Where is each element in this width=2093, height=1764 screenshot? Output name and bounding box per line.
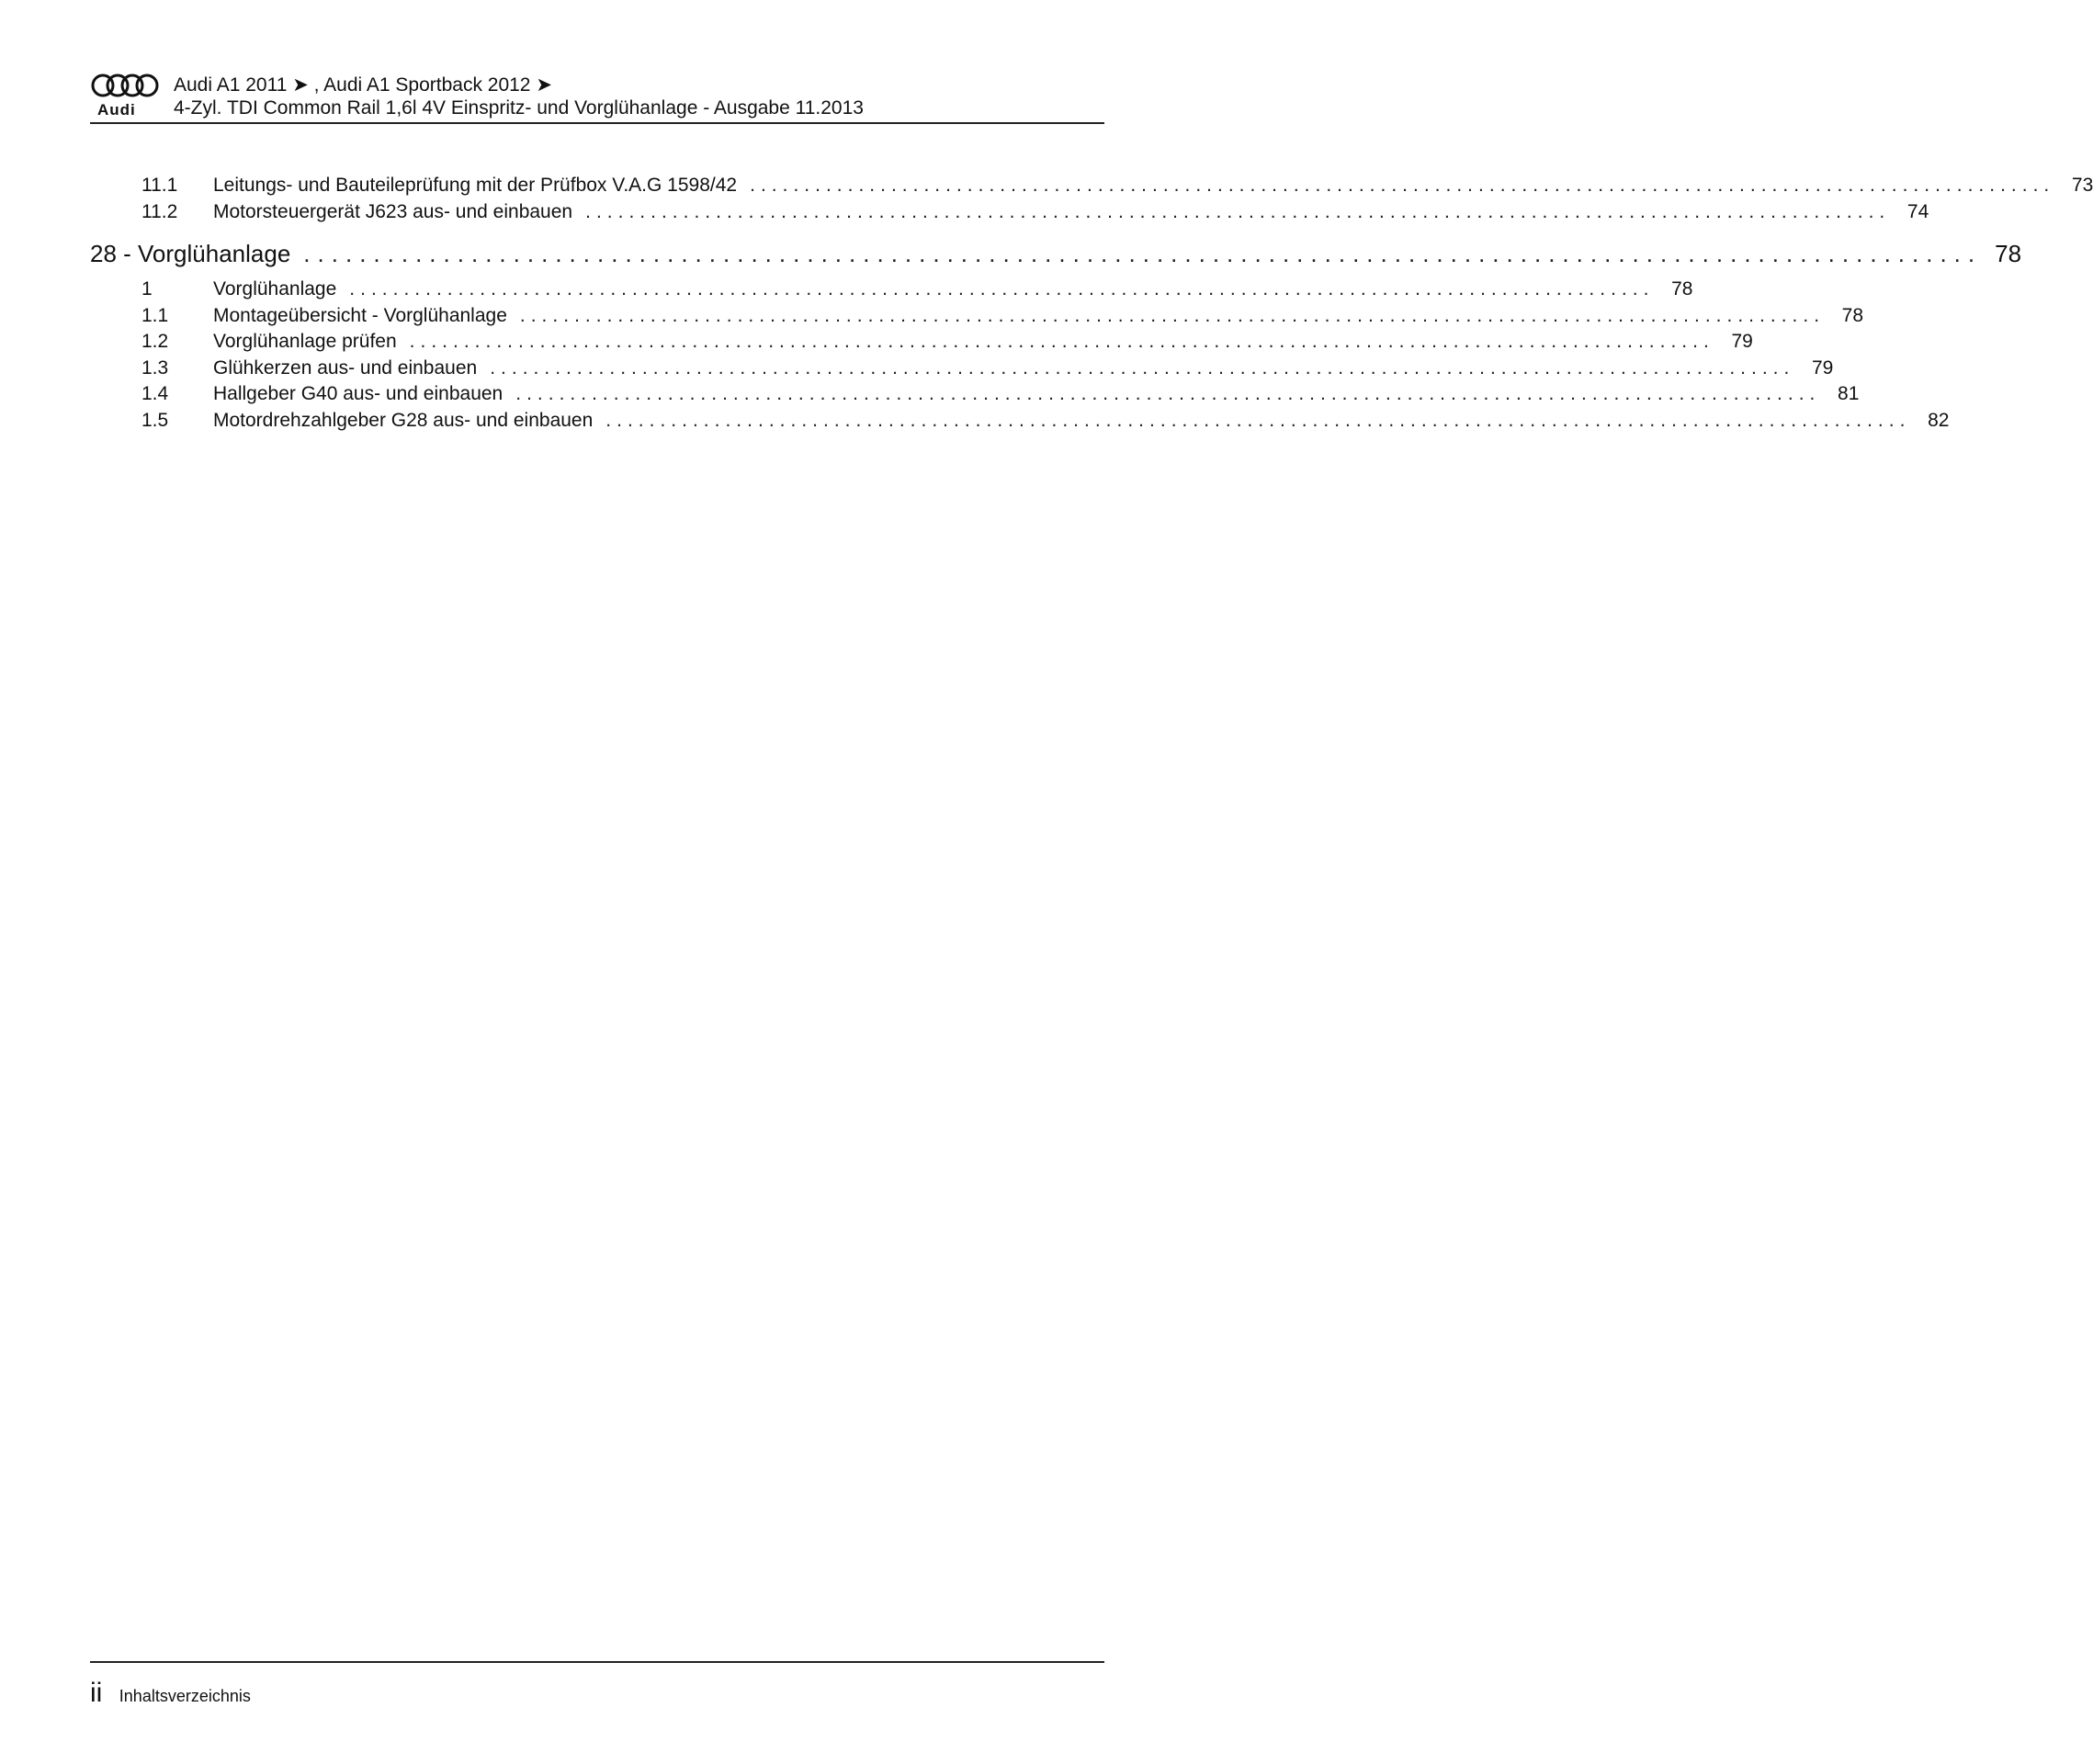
header-divider [90, 122, 1104, 124]
toc-chapter-title: 28 - Vorglühanlage [90, 240, 291, 267]
toc-entry-number: 11.1 [141, 175, 178, 196]
toc-chapter-heading[interactable] [90, 240, 2022, 278]
audi-wordmark: Audi [97, 101, 136, 119]
footer-divider [90, 1661, 1104, 1663]
header-subtitle: 4-Zyl. TDI Common Rail 1,6l 4V Einspritz- und Vorglühanlage - Ausgabe 11.2013 [174, 97, 864, 119]
toc-chapter-page: 78 [1995, 240, 2022, 267]
toc-leader-dots: ........................................................................................................................ [409, 331, 1714, 352]
page-footer [90, 1678, 251, 1709]
toc-leader-dots: ........................................................................................................................ [605, 409, 1911, 431]
audi-rings-icon [90, 72, 162, 99]
toc-entry-page: 78 [1671, 278, 1693, 300]
header-title: Audi A1 2011 ➤ , Audi A1 Sportback 2012 ➤ [174, 74, 552, 96]
toc-entry-title: Motordrehzahlgeber G28 aus- und einbauen [213, 409, 594, 431]
toc-entry-title: Vorglühanlage [213, 278, 337, 300]
toc-entry-title: Glühkerzen aus- und einbauen [213, 356, 478, 379]
toc-entry[interactable] [90, 278, 1693, 305]
footer-section-label: Inhaltsverzeichnis [119, 1687, 251, 1705]
toc-entry[interactable] [90, 304, 1864, 332]
toc-entry-number: 1 [141, 278, 153, 300]
toc-entry[interactable] [90, 383, 1860, 410]
toc-entry-number: 1.5 [141, 409, 169, 431]
toc-entry-page: 74 [1906, 200, 1929, 222]
toc-entry[interactable] [90, 356, 1834, 384]
toc-entry-page: 78 [1841, 304, 1864, 326]
audi-logo [90, 72, 162, 119]
toc-entry-number: 1.3 [141, 356, 169, 379]
toc-entry-page: 79 [1731, 331, 1753, 352]
toc-leader-dots: ........................................................................................................................ [585, 200, 1891, 222]
toc-leader-dots: ........................................................................................................................ [515, 383, 1821, 404]
toc-entry[interactable] [90, 175, 2093, 201]
toc-leader-dots: ........................................................................................................................ [750, 175, 2055, 196]
toc-entry-title: Leitungs- und Bauteileprüfung mit der Prüfbox V.A.G 1598/42 [213, 175, 738, 196]
toc-entry-number: 1.4 [141, 383, 169, 404]
toc-entry-page: 79 [1811, 356, 1834, 379]
toc-entry[interactable] [90, 409, 1950, 436]
toc-entry[interactable] [90, 200, 1929, 228]
toc-entry-number: 11.2 [141, 200, 178, 222]
toc-entry-title: Hallgeber G40 aus- und einbauen [213, 383, 503, 404]
toc-entry-page: 73 [2071, 175, 2093, 196]
toc-entry-number: 1.2 [141, 331, 169, 352]
toc-leader-dots: ........................................................................................................................ [490, 356, 1795, 379]
toc-entry[interactable] [90, 331, 1753, 357]
toc-leader-dots: ........................................................................................................................ [303, 240, 1983, 267]
toc-entry-number: 1.1 [141, 304, 169, 326]
toc-entry-title: Montageübersicht - Vorglühanlage [213, 304, 507, 326]
page-number: ii [90, 1678, 103, 1708]
toc-entry-title: Motorsteuergerät J623 aus- und einbauen [213, 200, 573, 222]
toc-leader-dots: ........................................................................................................................ [349, 278, 1655, 300]
page-header [90, 72, 1104, 123]
toc-leader-dots: ........................................................................................................................ [519, 304, 1826, 326]
toc-entry-page: 81 [1838, 383, 1860, 404]
toc-entry-title: Vorglühanlage prüfen [213, 331, 397, 352]
table-of-contents [90, 175, 2093, 435]
toc-entry-page: 82 [1928, 409, 1950, 431]
